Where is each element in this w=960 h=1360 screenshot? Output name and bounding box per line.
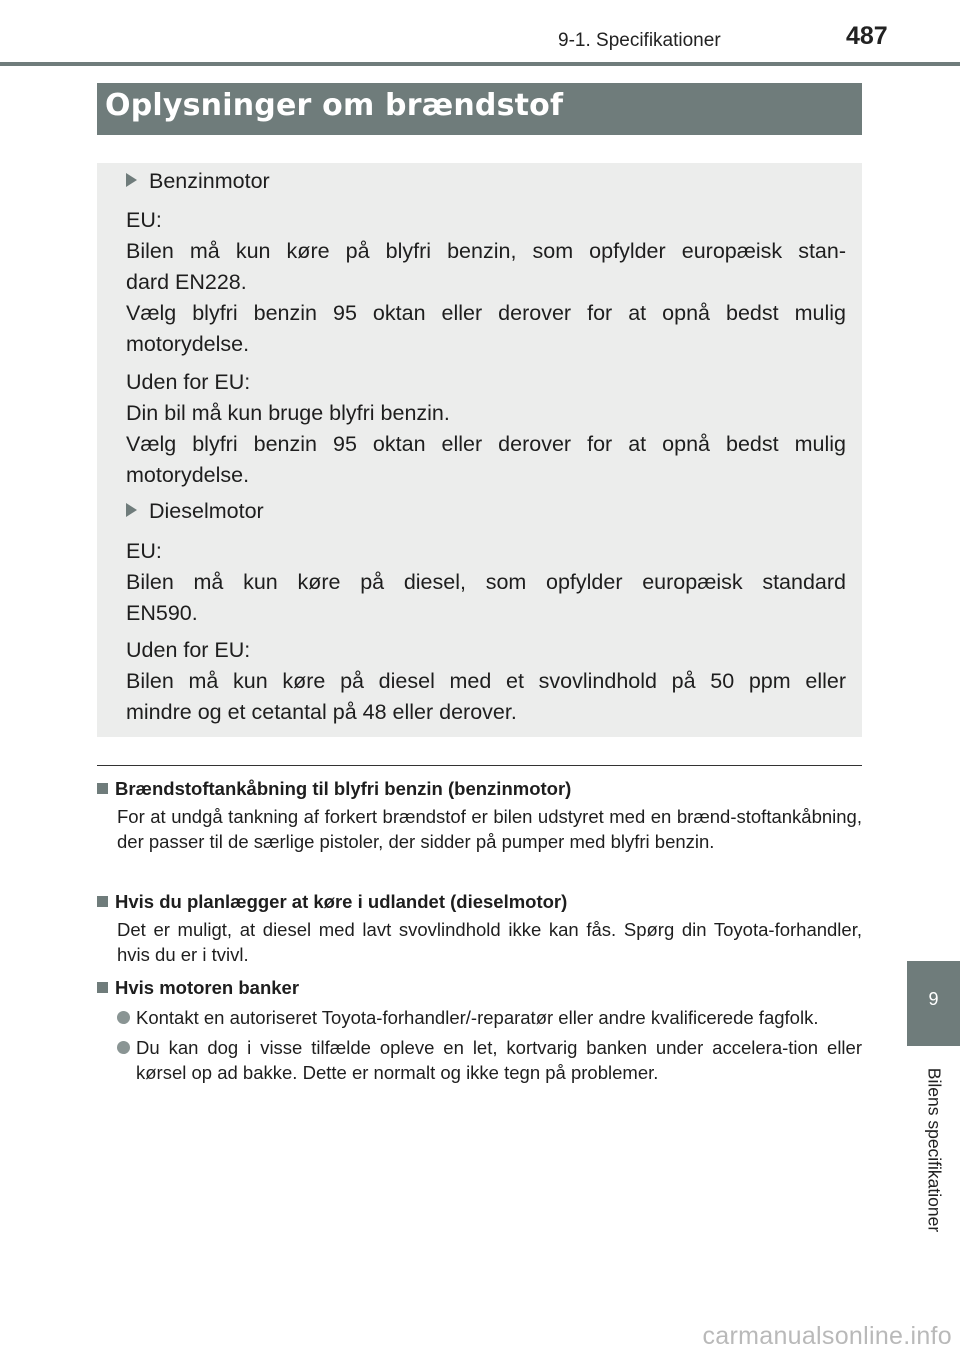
- square-bullet-icon: [97, 982, 108, 993]
- circle-bullet-icon: [117, 1041, 130, 1054]
- note-body: Det er muligt, at diesel med lavt svovlindhold ikke kan fås. Spørg din Toyota-forhandler, hvis du er i tvivl.: [117, 919, 862, 965]
- petrol-non-eu-label: Uden for EU:: [126, 370, 251, 394]
- diesel-eu-line: EN590.: [126, 601, 198, 625]
- square-bullet-icon: [97, 783, 108, 794]
- petrol-eu-line: Vælg blyfri benzin 95 oktan eller derover for at opnå bedst mulig: [126, 301, 846, 325]
- section-divider: [97, 765, 862, 766]
- note-heading-text: Hvis motoren banker: [115, 977, 300, 998]
- note-heading-text: Brændstoftankåbning til blyfri benzin (benzinmotor): [115, 778, 572, 799]
- fuel-info-box: [97, 163, 862, 737]
- diesel-eu-line: Bilen må kun køre på diesel, som opfylder europæisk standard: [126, 570, 846, 594]
- note-heading: [97, 975, 862, 1000]
- diesel-non-eu-line: Bilen må kun køre på diesel med et svovlindhold på 50 ppm eller: [126, 669, 846, 693]
- diesel-non-eu-paragraph: [126, 635, 846, 728]
- title-bar: [97, 83, 862, 135]
- petrol-non-eu-line: motorydelse.: [126, 463, 250, 487]
- header-divider: [0, 62, 960, 66]
- note-fuel-tank-opening: [97, 776, 862, 854]
- note-heading-text: Hvis du planlægger at køre i udlandet (dieselmotor): [115, 891, 568, 912]
- petrol-engine-label: Benzinmotor: [149, 169, 270, 193]
- page-title: Oplysninger om brændstof: [105, 88, 564, 123]
- note-engine-knocking: [97, 975, 862, 1085]
- note-body: For at undgå tankning af forkert brændstof er bilen udstyret med en brænd-stoftankåbning, der passer til de særlige pistoler, der sidder på pumper med blyfri benzin.: [117, 806, 862, 852]
- triangle-bullet-icon: [126, 503, 137, 517]
- triangle-bullet-icon: [126, 173, 137, 187]
- list-item-text: Du kan dog i visse tilfælde opleve en let, kortvarig banken under accelera-tion eller kørsel op ad bakke. Dette er normalt og ikke tegn på problemer.: [136, 1037, 862, 1083]
- petrol-eu-line: motorydelse.: [126, 332, 250, 356]
- petrol-eu-label: EU:: [126, 208, 162, 232]
- diesel-non-eu-label: Uden for EU:: [126, 638, 251, 662]
- diesel-eu-label: EU:: [126, 539, 162, 563]
- square-bullet-icon: [97, 896, 108, 907]
- list-item-text: Kontakt en autoriseret Toyota-forhandler/-reparatør eller andre kvalificerede fagfolk.: [136, 1007, 819, 1028]
- petrol-non-eu-paragraph: [126, 367, 846, 491]
- petrol-engine-heading: [126, 166, 270, 197]
- diesel-engine-heading: [126, 496, 264, 527]
- petrol-eu-line: Bilen må kun køre på blyfri benzin, som opfylder europæisk stan-: [126, 239, 846, 263]
- chapter-label: Bilens specifikationer: [924, 1067, 945, 1233]
- petrol-eu-line: dard EN228.: [126, 270, 247, 294]
- header-section-title: 9-1. Specifikationer: [558, 30, 721, 51]
- watermark: carmanualsonline.info: [702, 1322, 952, 1350]
- note-heading: [97, 889, 862, 914]
- chapter-number: 9: [928, 989, 939, 1009]
- circle-bullet-icon: [117, 1011, 130, 1024]
- petrol-non-eu-line: Din bil må kun bruge blyfri benzin.: [126, 401, 450, 425]
- chapter-tab: [907, 961, 960, 1046]
- petrol-non-eu-line: Vælg blyfri benzin 95 oktan eller derover for at opnå bedst mulig: [126, 432, 846, 456]
- diesel-eu-paragraph: [126, 536, 846, 629]
- list-item: [117, 1005, 862, 1030]
- list-item: [117, 1035, 862, 1085]
- petrol-eu-paragraph: [126, 205, 846, 360]
- diesel-engine-label: Dieselmotor: [149, 499, 264, 523]
- page-number: 487: [846, 22, 888, 50]
- diesel-non-eu-line: mindre og et cetantal på 48 eller derover.: [126, 700, 517, 724]
- note-driving-abroad: [97, 889, 862, 967]
- note-heading: [97, 776, 862, 801]
